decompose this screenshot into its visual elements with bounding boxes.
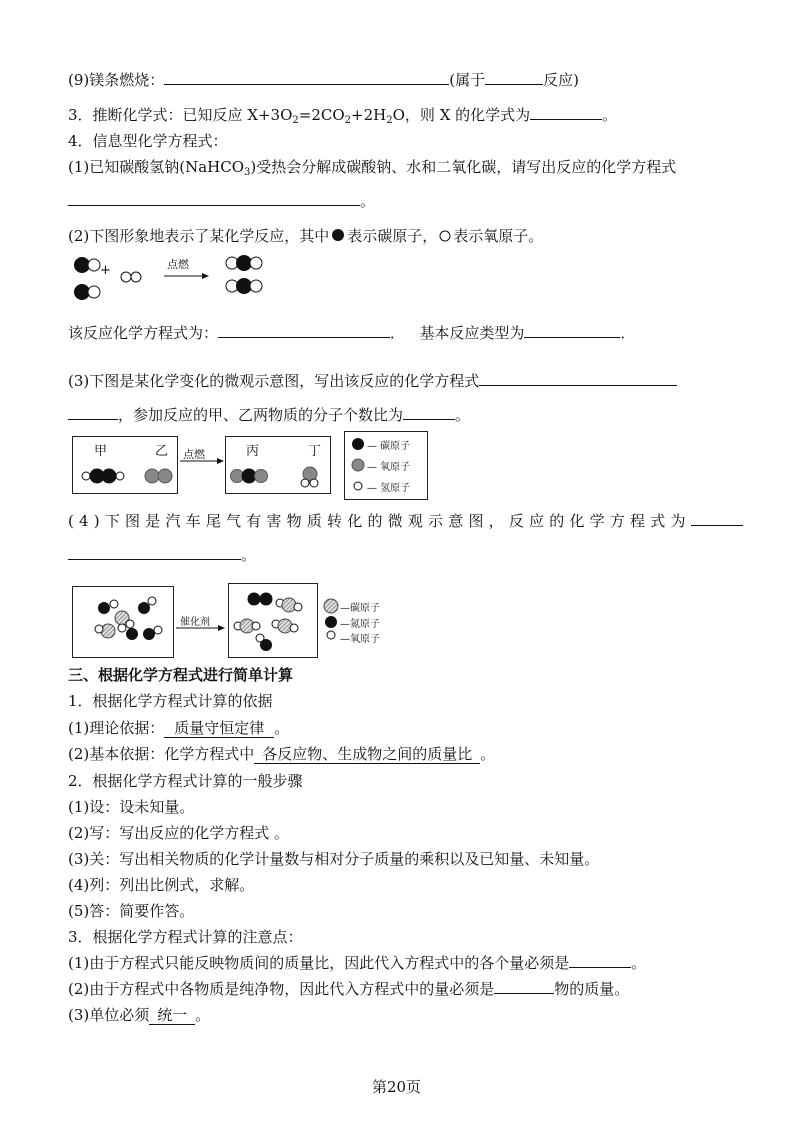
q4-2-line bbox=[68, 226, 543, 246]
c1-l2-answer: 各反应物、生成物之间的质量比 bbox=[254, 745, 480, 764]
label-jia: 甲 bbox=[94, 444, 108, 459]
q3-mid3: O，则 X 的化学式为 bbox=[392, 106, 531, 124]
q4-2-equation-blank[interactable] bbox=[218, 323, 390, 338]
q4-2-end: ． bbox=[620, 324, 636, 342]
q4-title: 4．信息型化学方程式： bbox=[68, 132, 228, 150]
q4-3-line2 bbox=[68, 405, 470, 425]
q4-3-line bbox=[68, 371, 677, 391]
q4-4-legend-2: —氧原子 bbox=[340, 634, 380, 645]
no-molecule bbox=[126, 620, 138, 640]
c3-l1-end: 。 bbox=[631, 954, 647, 972]
q4-2-type-blank[interactable] bbox=[524, 323, 620, 338]
n2-molecule bbox=[256, 634, 272, 651]
q4-2-arrow-label: 点燃 bbox=[167, 258, 189, 271]
label-ding: 丁 bbox=[308, 444, 322, 459]
q3-mid2: +2H bbox=[351, 106, 387, 124]
c1-l1-label: (1)理论依据： bbox=[68, 719, 165, 737]
co2-molecule bbox=[226, 278, 262, 294]
q3-mid1: =2CO bbox=[298, 106, 345, 124]
q4-2-sep: ． bbox=[390, 324, 406, 342]
co2-molecule bbox=[272, 619, 298, 633]
q3-sub3: 2 bbox=[386, 115, 393, 126]
oxygen-atom-icon bbox=[439, 230, 451, 242]
c1-l1-answer: 质量守恒定律 bbox=[164, 719, 274, 738]
c3-line2 bbox=[68, 979, 629, 999]
q4-3-legend-1: — 氧原子 bbox=[367, 462, 411, 473]
q4-2-text: (2)下图形象地表示了某化学反应，其中 bbox=[68, 227, 330, 245]
q4-4-text: (4)下图是汽车尾气有害物质转化的微观示意图，反应的化学方程式为 bbox=[68, 512, 691, 530]
q4-3-end: 。 bbox=[455, 406, 471, 424]
c1-l1-end: 。 bbox=[274, 719, 290, 737]
q9-type-blank[interactable] bbox=[485, 70, 543, 85]
q4-4-line bbox=[68, 511, 743, 531]
co2-molecule bbox=[226, 255, 262, 271]
q4-3-legend-0: — 碳原子 bbox=[367, 441, 411, 452]
co2-molecule bbox=[276, 598, 302, 612]
legend-nitrogen-atom bbox=[325, 616, 337, 628]
q4-1-end: 。 bbox=[360, 192, 376, 210]
c2-step-1: (1)设：设未知量。 bbox=[68, 798, 195, 816]
c1-l2-end: 。 bbox=[480, 745, 496, 763]
section-3-title: 三、根据化学方程式进行简单计算 bbox=[68, 666, 294, 684]
q4-4-line2 bbox=[68, 545, 256, 565]
o2-molecule bbox=[121, 272, 141, 282]
c3-l2-blank[interactable] bbox=[494, 979, 554, 994]
q4-1-text: (1)已知碳酸氢钠(NaHCO bbox=[68, 158, 245, 176]
exhaust-reactant-molecules bbox=[72, 586, 176, 660]
q4-4-arrow-label: 催化剂 bbox=[180, 617, 210, 628]
q3-text: 3．推断化学式：已知反应 X+3O bbox=[68, 106, 293, 124]
no-molecule bbox=[98, 600, 118, 614]
q4-3-legend-2: — 氢原子 bbox=[367, 483, 411, 494]
q4-1-rest: )受热会分解成碳酸钠、水和二氧化碳，请写出反应的化学方程式 bbox=[250, 158, 677, 176]
q4-4-end: 。 bbox=[241, 546, 257, 564]
q4-1-answer-line bbox=[68, 191, 375, 211]
q4-2-carbon-label: 表示碳原子， bbox=[347, 227, 438, 245]
c3-l1-text: (1)由于方程式只能反映物质间的质量比，因此代入方程式中的各个量必须是 bbox=[68, 954, 570, 972]
exhaust-product-molecules bbox=[228, 583, 320, 659]
legend-carbon-hatched-atom bbox=[324, 599, 338, 613]
arrow-head-icon bbox=[202, 273, 209, 279]
q4-2-answer-line bbox=[68, 323, 635, 343]
q4-1-sub: 3 bbox=[244, 167, 251, 178]
c3-line1 bbox=[68, 953, 646, 973]
q4-4-legend-0: —碳原子 bbox=[340, 603, 380, 614]
no-molecule bbox=[138, 597, 156, 614]
c3-line3 bbox=[68, 1005, 210, 1025]
legend-carbon-atom bbox=[352, 438, 364, 450]
plus-sign: + bbox=[100, 263, 111, 278]
c3-l3-end: 。 bbox=[195, 1006, 211, 1024]
c1-title: 1．根据化学方程式计算的依据 bbox=[68, 692, 273, 710]
label-bing: 丙 bbox=[246, 444, 260, 459]
c1-line2 bbox=[68, 744, 495, 764]
yi-molecule bbox=[145, 469, 172, 483]
legend-hydrogen-atom bbox=[354, 482, 362, 490]
ding-molecule bbox=[301, 467, 318, 487]
q9-answer-blank[interactable] bbox=[164, 70, 449, 85]
q9-paren-open: (属于 bbox=[449, 71, 486, 89]
q9-paren-close: 反应) bbox=[543, 71, 579, 89]
q3-sub2: 2 bbox=[344, 115, 352, 126]
q4-1-line bbox=[68, 157, 676, 183]
c3-l1-blank[interactable] bbox=[569, 953, 631, 968]
c3-title: 3．根据化学方程式计算的注意点： bbox=[68, 928, 303, 946]
q3-answer-blank[interactable] bbox=[530, 105, 602, 120]
bing-molecule bbox=[231, 469, 268, 484]
page-number: 第20页 bbox=[371, 1078, 422, 1096]
q4-2-oxygen-label: 表示氧原子。 bbox=[453, 227, 544, 245]
q3-end: 。 bbox=[602, 106, 618, 124]
c1-line1 bbox=[68, 718, 289, 738]
jia-molecule bbox=[82, 469, 124, 484]
q4-4-equation-blank[interactable] bbox=[691, 511, 743, 526]
q3-line bbox=[68, 105, 617, 131]
c2-step-2: (2)写：写出反应的化学方程式 。 bbox=[68, 824, 290, 842]
q4-3-arrow-label: 点燃 bbox=[183, 448, 205, 461]
q4-3-text2: ，参加反应的甲、乙两物质的分子个数比为 bbox=[118, 406, 404, 424]
carbon-atom-icon bbox=[331, 228, 345, 242]
q4-3-equation-blank[interactable] bbox=[479, 371, 677, 386]
c3-l3-text: (3)单位必须 bbox=[68, 1006, 150, 1024]
q4-2-eq-label: 该反应化学方程式为： bbox=[68, 324, 219, 342]
n2-molecule bbox=[248, 593, 273, 606]
q4-3-text: (3)下图是某化学变化的微观示意图，写出该反应的化学方程式 bbox=[68, 372, 480, 390]
c2-title: 2．根据化学方程式计算的一般步骤 bbox=[68, 772, 303, 790]
product-molecules bbox=[225, 436, 335, 496]
label-yi: 乙 bbox=[155, 444, 169, 459]
c3-l2-text: (2)由于方程式中各物质是纯净物，因此代入方程式中的量必须是 bbox=[68, 980, 495, 998]
q4-4-legend-1: —氮原子 bbox=[340, 619, 380, 630]
c1-l2-label: (2)基本依据：化学方程式中 bbox=[68, 745, 255, 763]
q4-4-equation-blank-cont[interactable] bbox=[68, 545, 241, 560]
no-molecule bbox=[143, 626, 162, 640]
q9-text: (9)镁条燃烧： bbox=[68, 71, 165, 89]
co2-molecule bbox=[234, 619, 260, 633]
legend-oxygen-atom bbox=[352, 459, 364, 471]
q4-2-type-label: 基本反应类型为 bbox=[419, 324, 525, 342]
q4-1-answer-blank[interactable] bbox=[68, 191, 360, 206]
q3-sub1: 2 bbox=[292, 115, 299, 126]
q4-3-ratio-blank[interactable] bbox=[403, 405, 455, 420]
co-molecule bbox=[74, 284, 100, 300]
legend-oxygen-small-atom bbox=[327, 631, 335, 639]
c2-step-5: (5)答：简要作答。 bbox=[68, 902, 195, 920]
q9-line bbox=[68, 70, 579, 90]
c3-l3-answer: 统一 bbox=[149, 1006, 195, 1025]
c2-step-3: (3)关：写出相关物质的化学计量数与相对分子质量的乘积以及已知量、未知量。 bbox=[68, 850, 600, 868]
co-molecule bbox=[74, 257, 100, 273]
reactant-molecules bbox=[72, 436, 182, 496]
c2-step-4: (4)列：列出比例式，求解。 bbox=[68, 876, 255, 894]
co-molecule bbox=[95, 624, 115, 638]
q4-3-equation-blank-cont[interactable] bbox=[68, 405, 118, 420]
c3-l2-end: 物的质量。 bbox=[554, 980, 630, 998]
